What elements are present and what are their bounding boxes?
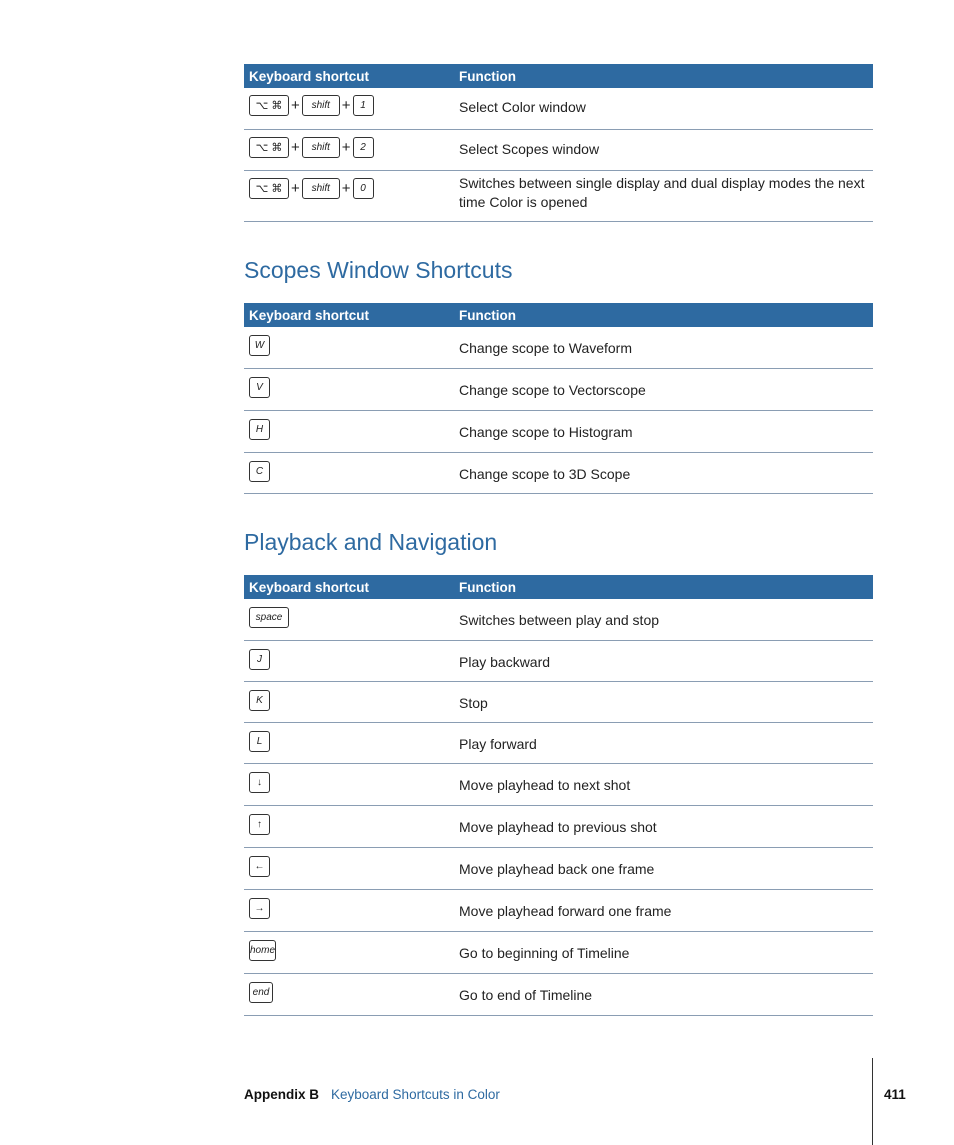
table-row bbox=[244, 890, 873, 932]
shortcut-keys bbox=[249, 95, 374, 116]
shortcut-keys bbox=[249, 772, 270, 793]
key-k: K bbox=[249, 690, 270, 711]
up-arrow-icon: ↑ bbox=[249, 814, 270, 835]
option-command-key: ⌥ ⌘ bbox=[249, 178, 289, 199]
function-text: Select Color window bbox=[459, 99, 586, 115]
table-row bbox=[244, 641, 873, 682]
function-text: Play forward bbox=[459, 736, 537, 752]
shortcut-keys bbox=[249, 731, 270, 752]
table-row bbox=[244, 932, 873, 974]
option-command-key: ⌥ ⌘ bbox=[249, 95, 289, 116]
header-function: Function bbox=[459, 68, 516, 84]
header-keyboard-shortcut: Keyboard shortcut bbox=[249, 579, 370, 595]
table-row bbox=[244, 411, 873, 453]
shortcut-keys bbox=[249, 335, 270, 356]
shift-key: shift bbox=[302, 95, 340, 116]
function-text: Move playhead forward one frame bbox=[459, 903, 672, 919]
footer-chapter: Keyboard Shortcuts in Color bbox=[331, 1087, 500, 1102]
shortcut-table-playback bbox=[244, 575, 873, 1016]
footer-divider bbox=[872, 1058, 873, 1145]
function-text: Go to beginning of Timeline bbox=[459, 945, 630, 961]
left-arrow-icon: ← bbox=[249, 856, 270, 877]
section-title-playback: Playback and Navigation bbox=[244, 529, 498, 555]
function-text: Switches between play and stop bbox=[459, 612, 660, 628]
option-command-key: ⌥ ⌘ bbox=[249, 137, 289, 158]
plus-sign: + bbox=[341, 139, 351, 156]
table-row bbox=[244, 171, 873, 222]
table-row bbox=[244, 327, 873, 369]
plus-sign: + bbox=[291, 97, 300, 114]
shortcut-keys bbox=[249, 982, 273, 1003]
shortcut-keys bbox=[249, 137, 374, 158]
shortcut-keys bbox=[249, 814, 270, 835]
down-arrow-icon: ↓ bbox=[249, 772, 270, 793]
key-h: H bbox=[249, 419, 270, 440]
plus-sign: + bbox=[341, 180, 351, 197]
table-row bbox=[244, 848, 873, 890]
table-row bbox=[244, 130, 873, 171]
section-title-scopes: Scopes Window Shortcuts bbox=[244, 257, 513, 283]
table-row bbox=[244, 806, 873, 848]
shortcut-table-general bbox=[244, 64, 873, 222]
function-text: Go to end of Timeline bbox=[459, 987, 593, 1003]
header-function: Function bbox=[459, 579, 516, 595]
function-text: Select Scopes window bbox=[459, 141, 600, 157]
key-0: 0 bbox=[353, 178, 374, 199]
shortcut-keys bbox=[249, 690, 270, 711]
plus-sign: + bbox=[341, 97, 351, 114]
header-keyboard-shortcut: Keyboard shortcut bbox=[249, 68, 370, 84]
table-row bbox=[244, 599, 873, 641]
key-1: 1 bbox=[353, 95, 374, 116]
shortcut-keys bbox=[249, 377, 270, 398]
key-l: L bbox=[249, 731, 270, 752]
function-text: Change scope to Histogram bbox=[459, 424, 633, 440]
shift-key: shift bbox=[302, 178, 340, 199]
key-2: 2 bbox=[353, 137, 374, 158]
page-number: 411 bbox=[884, 1087, 906, 1102]
shortcut-keys bbox=[249, 856, 270, 877]
table-header bbox=[244, 64, 873, 88]
shortcut-keys bbox=[249, 461, 270, 482]
plus-sign: + bbox=[291, 180, 300, 197]
table-row bbox=[244, 764, 873, 806]
table-header bbox=[244, 575, 873, 599]
home-key: home bbox=[249, 940, 276, 961]
table-row bbox=[244, 453, 873, 494]
shortcut-keys bbox=[249, 649, 270, 670]
shortcut-keys bbox=[249, 940, 276, 961]
table-row bbox=[244, 974, 873, 1016]
right-arrow-icon: → bbox=[249, 898, 270, 919]
function-text: Play backward bbox=[459, 654, 551, 670]
shortcut-keys bbox=[249, 178, 374, 199]
function-text: Change scope to 3D Scope bbox=[459, 466, 631, 482]
page-footer bbox=[244, 1087, 500, 1102]
shift-key: shift bbox=[302, 137, 340, 158]
key-v: V bbox=[249, 377, 270, 398]
function-text: Move playhead to next shot bbox=[459, 777, 631, 793]
key-c: C bbox=[249, 461, 270, 482]
function-text: Move playhead to previous shot bbox=[459, 819, 657, 835]
shortcut-keys bbox=[249, 607, 289, 628]
key-w: W bbox=[249, 335, 270, 356]
function-text: Switches between single display and dual display modes the next time Color is opened bbox=[459, 175, 865, 210]
table-row bbox=[244, 682, 873, 723]
shortcut-table-scopes bbox=[244, 303, 873, 494]
function-text: Move playhead back one frame bbox=[459, 861, 655, 877]
end-key: end bbox=[249, 982, 273, 1003]
function-text: Change scope to Vectorscope bbox=[459, 382, 646, 398]
key-j: J bbox=[249, 649, 270, 670]
table-row bbox=[244, 723, 873, 764]
space-key: space bbox=[249, 607, 289, 628]
header-function: Function bbox=[459, 307, 516, 323]
table-row bbox=[244, 369, 873, 411]
function-text: Stop bbox=[459, 695, 488, 711]
shortcut-keys bbox=[249, 419, 270, 440]
footer-appendix: Appendix B bbox=[244, 1087, 320, 1102]
shortcut-keys bbox=[249, 898, 270, 919]
header-keyboard-shortcut: Keyboard shortcut bbox=[249, 307, 370, 323]
function-text: Change scope to Waveform bbox=[459, 340, 633, 356]
plus-sign: + bbox=[291, 139, 300, 156]
table-header bbox=[244, 303, 873, 327]
table-row bbox=[244, 88, 873, 130]
